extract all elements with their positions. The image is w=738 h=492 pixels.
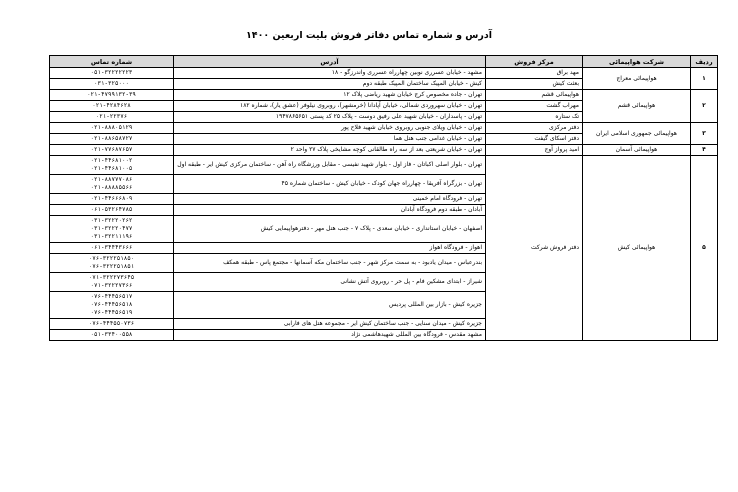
phone-cell — [50, 292, 174, 319]
address-cell: تهران - خیابان سهروردی شمالی، خیابان آپادانا (خرمشهر)، روبروی نیلوفر (عشق یار)، شماره ۱۸۲ — [174, 101, 486, 112]
header-airline: شرکت هواپیمائی — [583, 56, 691, 68]
phone-cell — [50, 156, 174, 175]
phone-cell — [50, 194, 174, 205]
table-row — [50, 68, 718, 79]
phone-number: ۰۲۱-۴۴۶۸۱۰۰۵ — [90, 166, 133, 172]
address-cell: تهران - خیابان شریعتی بعد از سه راه طالقانی کوچه مشایخی پلاک ۲۷ واحد ۲ — [174, 145, 486, 156]
phone-cell — [50, 175, 174, 194]
address-cell: تهران - بلوار اصلی اکباتان - فاز اول - بلوار شهید نفیسی - مقابل ورزشگاه راه آهن - ساختمان مرکزی کیش ایر - طبقه اول — [174, 156, 486, 175]
address-cell: کیش - خیابان المپیک ساختمان المپیک طبقه دوم — [174, 79, 486, 90]
address-cell: اهواز - فرودگاه اهواز — [174, 243, 486, 254]
address-cell: جزیره کیش - میدان سنایی - جنب ساختمان کیش ایر - مجموعه هتل های فارابی — [174, 319, 486, 330]
phone-number: ۰۳۱-۳۲۲۲۰۲۶۲ — [90, 218, 133, 224]
phone-number: ۰۷۶-۴۴۴۵۶۵۱۷ — [90, 294, 133, 300]
document-title: آدرس و شماره تماس دفاتر فروش بلیت اربعین ۱۴۰۰ — [246, 30, 492, 41]
phone-number: ۰۳۱-۳۲۵۰۰۰ — [94, 81, 129, 87]
airline-cell: هواپیمائی معراج — [583, 68, 691, 90]
row-number-cell: ۲ — [691, 90, 718, 123]
address-cell: شیراز - ابتدای مشکین فام - پل حر - روبروی آتش نشانی — [174, 273, 486, 292]
address-cell: مشهد مقدس - فرودگاه بین المللی شهیدهاشمی نژاد — [174, 330, 486, 341]
table-row — [50, 90, 718, 101]
address-cell: تهران - جاده مخصوص کرج خیابان شهید ریاضی پلاک ۱۲ — [174, 90, 486, 101]
row-number-cell: ۱ — [691, 68, 718, 90]
phone-cell — [50, 68, 174, 79]
airline-cell: هواپیمائی جمهوری اسلامی ایران — [583, 123, 691, 145]
phone-number: ۰۷۶-۴۴۴۵۶۵۱۹ — [90, 310, 133, 316]
table-row — [50, 123, 718, 134]
phone-number: ۰۷۶-۴۴۴۵۶۵۱۸ — [90, 302, 133, 308]
table-header-row — [50, 56, 718, 68]
phone-number: ۰۷۱-۳۲۲۲۷۳۶۴۵ — [88, 275, 135, 281]
address-cell: آبادان - طبقه دوم فرودگاه آبادان — [174, 205, 486, 216]
phone-cell — [50, 216, 174, 243]
table-body — [50, 68, 718, 341]
airline-cell: هواپیمائی آسمان — [583, 145, 691, 156]
sales-center-cell: دفتر فروش شرکت — [486, 156, 583, 341]
phone-number: ۰۲۱-۸۸۸۰۵۱۲۹ — [90, 125, 133, 131]
phone-cell — [50, 243, 174, 254]
airline-cell: هواپیمائی کیش — [583, 156, 691, 341]
phone-number: ۰۲۱-۴۲۸۴۶۲۸ — [92, 103, 131, 109]
airline-cell: هواپیمائی قشم — [583, 90, 691, 123]
row-number-cell: ۳ — [691, 123, 718, 145]
row-number-cell: ۵ — [691, 156, 718, 341]
phone-cell — [50, 145, 174, 156]
phone-number: ۰۳۱-۳۲۲۲۰۴۷۷ — [90, 226, 133, 232]
phone-number: ۰۲۱-۷۷۶۸۷۶۵۷ — [90, 147, 133, 153]
phone-cell — [50, 90, 174, 101]
phone-number: ۰۷۶-۳۲۲۲۵۱۸۵۱ — [88, 264, 135, 270]
phone-number: ۰۷۱-۳۲۲۲۷۳۶۶ — [90, 283, 133, 289]
address-cell: اصفهان - خیابان استانداری - خیابان سعدی - پلاک ۷ - جنب هتل مهر - دفترهواپیمایی کیش — [174, 216, 486, 243]
phone-cell — [50, 101, 174, 112]
phone-number: ۰۲۱-۸۸۷۷۷۰۸۶ — [90, 177, 133, 183]
phone-number: ۰۵۱-۳۲۲۲۲۲۲۳ — [90, 70, 133, 76]
header-phone: شماره تماس — [50, 56, 174, 68]
phone-number: ۰۲۱-۲۲۳۷۶ — [95, 114, 128, 120]
sales-center-cell: مهد براق — [486, 68, 583, 79]
row-number-cell: ۴ — [691, 145, 718, 156]
address-cell: تهران - پاسداران - خیابان شهید علی رفیق دوست - پلاک ۲۵ کد پستی ۱۹۴۷۸۶۵۶۵۱ — [174, 112, 486, 123]
phone-number: ۰۲۱-۴۷۹۹۱۳۲-۳۹ — [87, 92, 136, 98]
phone-cell — [50, 123, 174, 134]
header-address: آدرس — [174, 56, 486, 68]
sales-center-cell: هواپیمائی قشم — [486, 90, 583, 101]
phone-number: ۰۶۱-۳۴۴۴۳۶۶۶ — [90, 245, 133, 251]
table-row — [50, 156, 718, 175]
sales-center-cell: مهراب گشت — [486, 101, 583, 112]
phone-number: ۰۲۱-۸۸۶۵۸۷۲۷ — [90, 136, 133, 142]
sales-center-cell: دفتر مرکزی — [486, 123, 583, 134]
address-cell: تهران - خیابان غدامی جنب هتل هما — [174, 134, 486, 145]
address-cell: مشهد - خیابان عسرری نوبین چهارراه عسرری واندرزگو - ۱۸ — [174, 68, 486, 79]
phone-number: ۰۶۱-۵۳۲۶۴۷۸۵ — [90, 207, 133, 213]
table-row — [50, 145, 718, 156]
phone-number: ۰۲۱-۴۴۶۶۶۸۰۹ — [90, 196, 133, 202]
header-sales-center: مرکز فروش — [486, 56, 583, 68]
address-cell: جزیره کیش - بازار بین المللی پردیس — [174, 292, 486, 319]
phone-cell — [50, 112, 174, 123]
header-row-number: ردیف — [691, 56, 718, 68]
address-cell: تهران - خیابان ویلای جنوبی روبروی خیابان شهید فلاح پور — [174, 123, 486, 134]
sales-offices-table — [49, 55, 718, 341]
phone-cell — [50, 273, 174, 292]
phone-number: ۰۲۱-۴۴۶۸۱۰۰۲ — [90, 158, 133, 164]
phone-number: ۰۲۱-۸۸۸۸۵۵۶۶ — [90, 185, 133, 191]
phone-cell — [50, 330, 174, 341]
phone-cell — [50, 319, 174, 330]
sales-center-cell: دفتر اسکای گیفت — [486, 134, 583, 145]
phone-cell — [50, 254, 174, 273]
phone-cell — [50, 205, 174, 216]
sales-center-cell: بعثت کیش — [486, 79, 583, 90]
phone-number: ۰۳۱-۳۲۲۱۱۱۹۶ — [90, 234, 133, 240]
address-cell: بندرعباس - میدان یادبود - به سمت مرکز شهر - جنب ساختمان مکه آسمانها - مجتمع پاس - طبقه همکف — [174, 254, 486, 273]
phone-number: ۰۵۱-۳۳۴۰۰۵۵۸ — [90, 332, 133, 338]
phone-number: ۰۷۶-۳۲۲۲۵۱۸۵۰ — [88, 256, 135, 262]
sales-center-cell: تک ستاره — [486, 112, 583, 123]
address-cell: تهران - بزرگراه آفریقا - چهارراه جهان کودک - خیابان کیش - ساختمان شماره ۴۵ — [174, 175, 486, 194]
address-cell: تهران - فرودگاه امام خمینی — [174, 194, 486, 205]
phone-cell — [50, 79, 174, 90]
sales-center-cell: امید پرواز آوج — [486, 145, 583, 156]
phone-cell — [50, 134, 174, 145]
phone-number: ۰۷۶-۴۴۴۵۵۰۷۳۶ — [88, 321, 135, 327]
